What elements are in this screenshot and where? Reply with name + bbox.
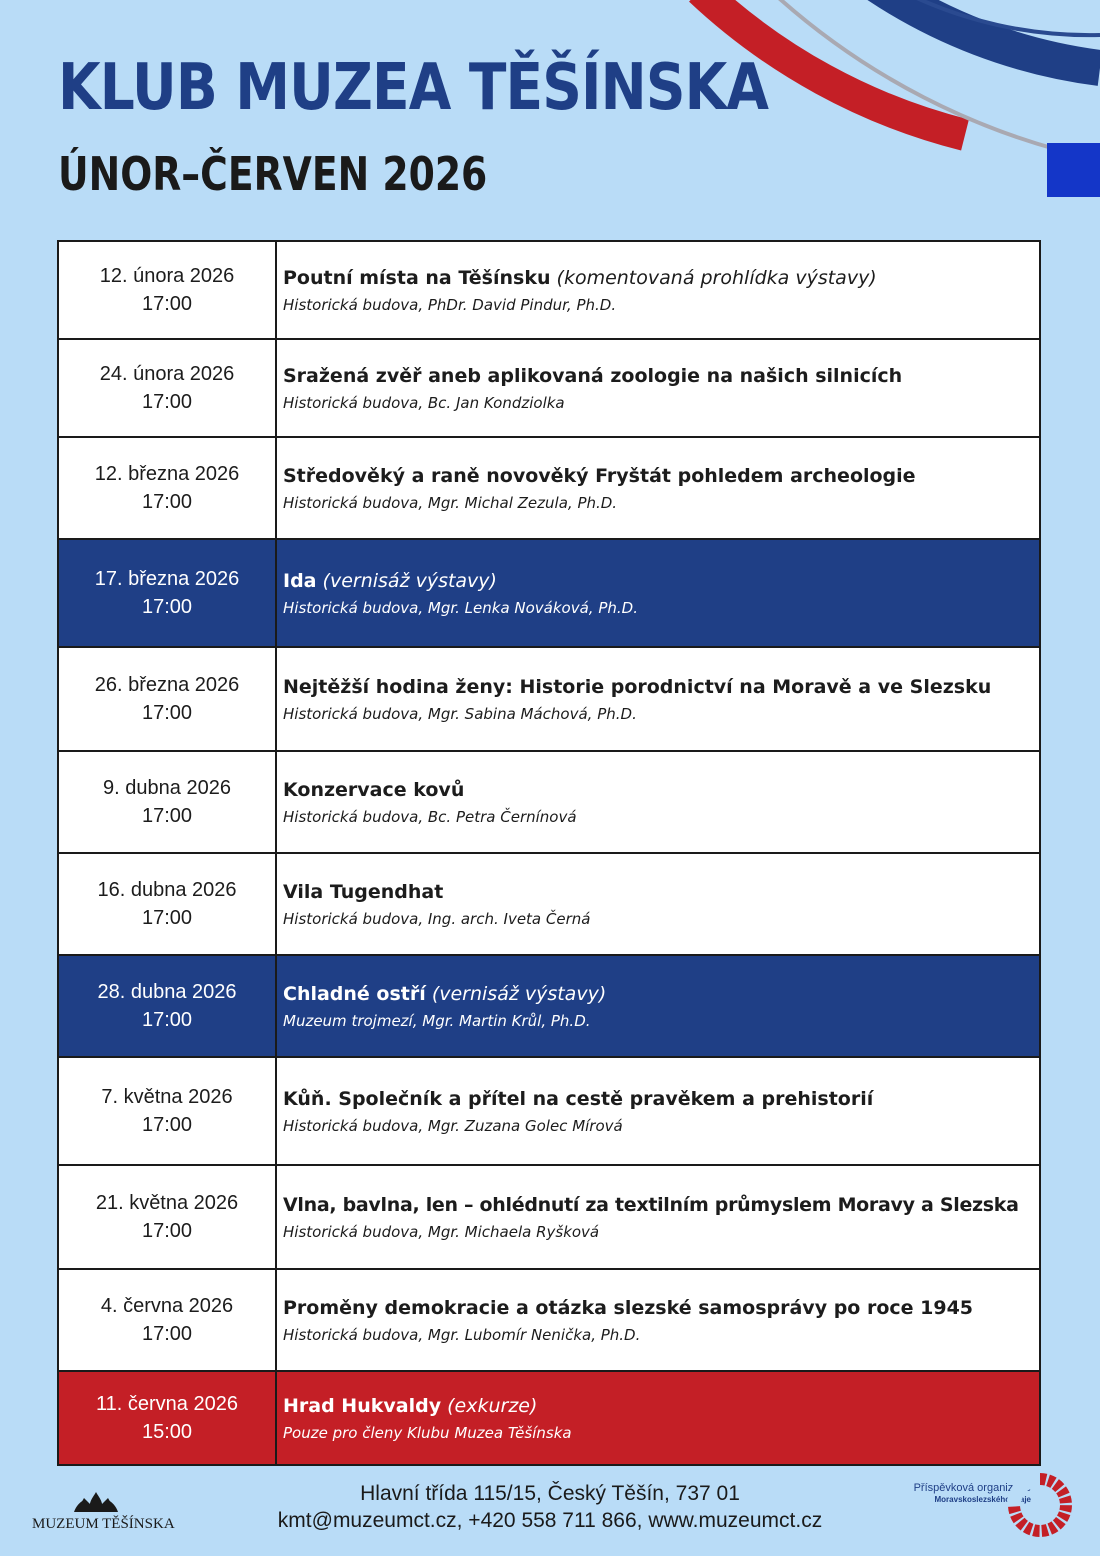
- event-date: 21. května 2026: [95, 1192, 239, 1214]
- event-note: (vernisáž výstavy): [322, 569, 497, 592]
- event-date: 24. února 2026: [99, 363, 235, 385]
- event-title: Proměny demokracie a otázka slezské samosprávy po roce 1945: [283, 1296, 974, 1319]
- event-info: [277, 540, 1039, 646]
- event-info: [277, 340, 1039, 436]
- museum-logo: [32, 1484, 182, 1532]
- event-place: Historická budova, Mgr. Lenka Nováková, Ph.D.: [283, 598, 638, 617]
- event-row: [59, 1058, 1039, 1166]
- event-time: 17:00: [141, 293, 193, 315]
- event-datetime: [59, 1166, 277, 1268]
- event-date: 4. června 2026: [100, 1295, 234, 1317]
- region-line1: Příspěvková organizace: [913, 1482, 1031, 1494]
- page-title: KLUB MUZEA TĚŠÍNSKA: [58, 51, 769, 125]
- event-info: [277, 1270, 1039, 1370]
- event-title-line: [283, 567, 1029, 596]
- event-datetime: [59, 438, 277, 538]
- event-time: 17:00: [141, 907, 193, 929]
- event-info: [277, 956, 1039, 1056]
- event-date: 12. března 2026: [94, 463, 240, 485]
- event-time: 17:00: [141, 391, 193, 413]
- event-title-line: [283, 1294, 1029, 1323]
- region-ring-icon: [1005, 1470, 1075, 1540]
- event-title: Vila Tugendhat: [283, 880, 444, 903]
- event-date: 17. března 2026: [94, 568, 240, 590]
- event-place: Historická budova, PhDr. David Pindur, Ph.D.: [283, 295, 617, 314]
- event-title-line: [283, 362, 1029, 391]
- event-schedule-table: [57, 240, 1041, 1466]
- event-time: 17:00: [141, 1114, 193, 1136]
- museum-logo-text: MUZEUM TĚŠÍNSKA: [32, 1516, 175, 1532]
- event-place: Muzeum trojmezí, Mgr. Martin Krůl, Ph.D.: [283, 1011, 591, 1030]
- page-subtitle: ÚNOR–ČERVEN 2026: [58, 147, 488, 201]
- region-logo: [905, 1470, 1075, 1540]
- event-place: Historická budova, Bc. Petra Černínová: [283, 807, 577, 826]
- event-datetime: [59, 242, 277, 338]
- event-datetime: [59, 752, 277, 852]
- event-datetime: [59, 340, 277, 436]
- event-place: Historická budova, Bc. Jan Kondziolka: [283, 393, 565, 412]
- event-row: [59, 1166, 1039, 1270]
- event-row: [59, 854, 1039, 956]
- event-time: 15:00: [141, 1421, 193, 1443]
- event-info: [277, 854, 1039, 954]
- event-row: [59, 752, 1039, 854]
- event-title: Chladné ostří: [283, 982, 426, 1005]
- event-time: 17:00: [141, 596, 193, 618]
- event-datetime: [59, 854, 277, 954]
- event-info: [277, 1372, 1039, 1464]
- event-date: 28. dubna 2026: [97, 981, 237, 1003]
- event-time: 17:00: [141, 1323, 193, 1345]
- event-place: Historická budova, Mgr. Sabina Máchová, Ph.D.: [283, 704, 637, 723]
- event-title: Nejtěžší hodina ženy: Historie porodnictví na Moravě a ve Slezsku: [283, 675, 992, 698]
- event-row: [59, 438, 1039, 540]
- footer-contacts: kmt@muzeumct.cz, +420 558 711 866, www.muzeumct.cz: [277, 1509, 823, 1532]
- event-place: Historická budova, Ing. arch. Iveta Černá: [283, 909, 591, 928]
- footer-address: Hlavní třída 115/15, Český Těšín, 737 01: [360, 1482, 740, 1505]
- event-date: 9. dubna 2026: [103, 777, 231, 799]
- event-title: Hrad Hukvaldy: [283, 1394, 442, 1417]
- event-title-line: [283, 462, 1029, 491]
- event-info: [277, 1058, 1039, 1164]
- event-datetime: [59, 1270, 277, 1370]
- event-info: [277, 438, 1039, 538]
- event-info: [277, 1166, 1039, 1268]
- event-note: (vernisáž výstavy): [431, 982, 607, 1005]
- event-title-line: [283, 1392, 1029, 1421]
- event-title: Vlna, bavlna, len – ohlédnutí za textilním průmyslem Moravy a Slezska: [283, 1193, 1019, 1216]
- region-line2: Moravskoslezského kraje: [934, 1495, 1031, 1504]
- event-row: [59, 242, 1039, 340]
- event-date: 26. března 2026: [94, 674, 240, 696]
- event-title: Středověký a raně novověký Fryštát pohledem archeologie: [283, 464, 916, 487]
- event-place: Historická budova, Mgr. Zuzana Golec Mírová: [283, 1116, 623, 1135]
- event-title-line: [283, 1085, 1029, 1114]
- event-title: Poutní místa na Těšínsku: [283, 266, 551, 289]
- event-row: [59, 340, 1039, 438]
- museum-logo-icon: [32, 1484, 182, 1516]
- event-title-line: [283, 980, 1029, 1009]
- event-place: Historická budova, Mgr. Michal Zezula, Ph.D.: [283, 493, 618, 512]
- event-date: 16. dubna 2026: [97, 879, 237, 901]
- event-time: 17:00: [141, 1009, 193, 1031]
- event-time: 17:00: [141, 805, 193, 827]
- event-date: 11. června 2026: [96, 1393, 238, 1415]
- event-datetime: [59, 956, 277, 1056]
- event-datetime: [59, 1372, 277, 1464]
- event-info: [277, 648, 1039, 750]
- event-title-line: [283, 1191, 1029, 1220]
- event-time: 17:00: [141, 491, 193, 513]
- event-date: 7. května 2026: [101, 1086, 233, 1108]
- event-date: 12. února 2026: [99, 265, 235, 287]
- event-title: Ida: [283, 569, 317, 592]
- event-datetime: [59, 540, 277, 646]
- event-datetime: [59, 648, 277, 750]
- event-row-highlighted: [59, 956, 1039, 1058]
- event-row: [59, 1270, 1039, 1372]
- event-info: [277, 242, 1039, 338]
- event-title: Konzervace kovů: [283, 778, 465, 801]
- blue-block: [1047, 143, 1100, 197]
- event-time: 17:00: [141, 1220, 193, 1242]
- event-time: 17:00: [141, 702, 193, 724]
- event-place: Historická budova, Mgr. Lubomír Nenička, Ph.D.: [283, 1325, 641, 1344]
- event-title-line: [283, 776, 1029, 805]
- footer-contact: [250, 1480, 850, 1534]
- event-note: (komentovaná prohlídka výstavy): [556, 266, 877, 289]
- event-title-line: [283, 264, 1029, 293]
- event-row: [59, 648, 1039, 752]
- event-datetime: [59, 1058, 277, 1164]
- event-note: (exkurze): [447, 1394, 538, 1417]
- event-place: Pouze pro členy Klubu Muzea Těšínska: [283, 1423, 572, 1442]
- event-place: Historická budova, Mgr. Michaela Ryšková: [283, 1222, 600, 1241]
- event-title: Sražená zvěř aneb aplikovaná zoologie na našich silnicích: [283, 364, 903, 387]
- event-title: Kůň. Společník a přítel na cestě pravěkem a prehistorií: [283, 1087, 874, 1110]
- event-row-highlighted: [59, 540, 1039, 648]
- event-title-line: [283, 878, 1029, 907]
- event-title-line: [283, 673, 1029, 702]
- event-info: [277, 752, 1039, 852]
- event-row-members-only: [59, 1372, 1039, 1464]
